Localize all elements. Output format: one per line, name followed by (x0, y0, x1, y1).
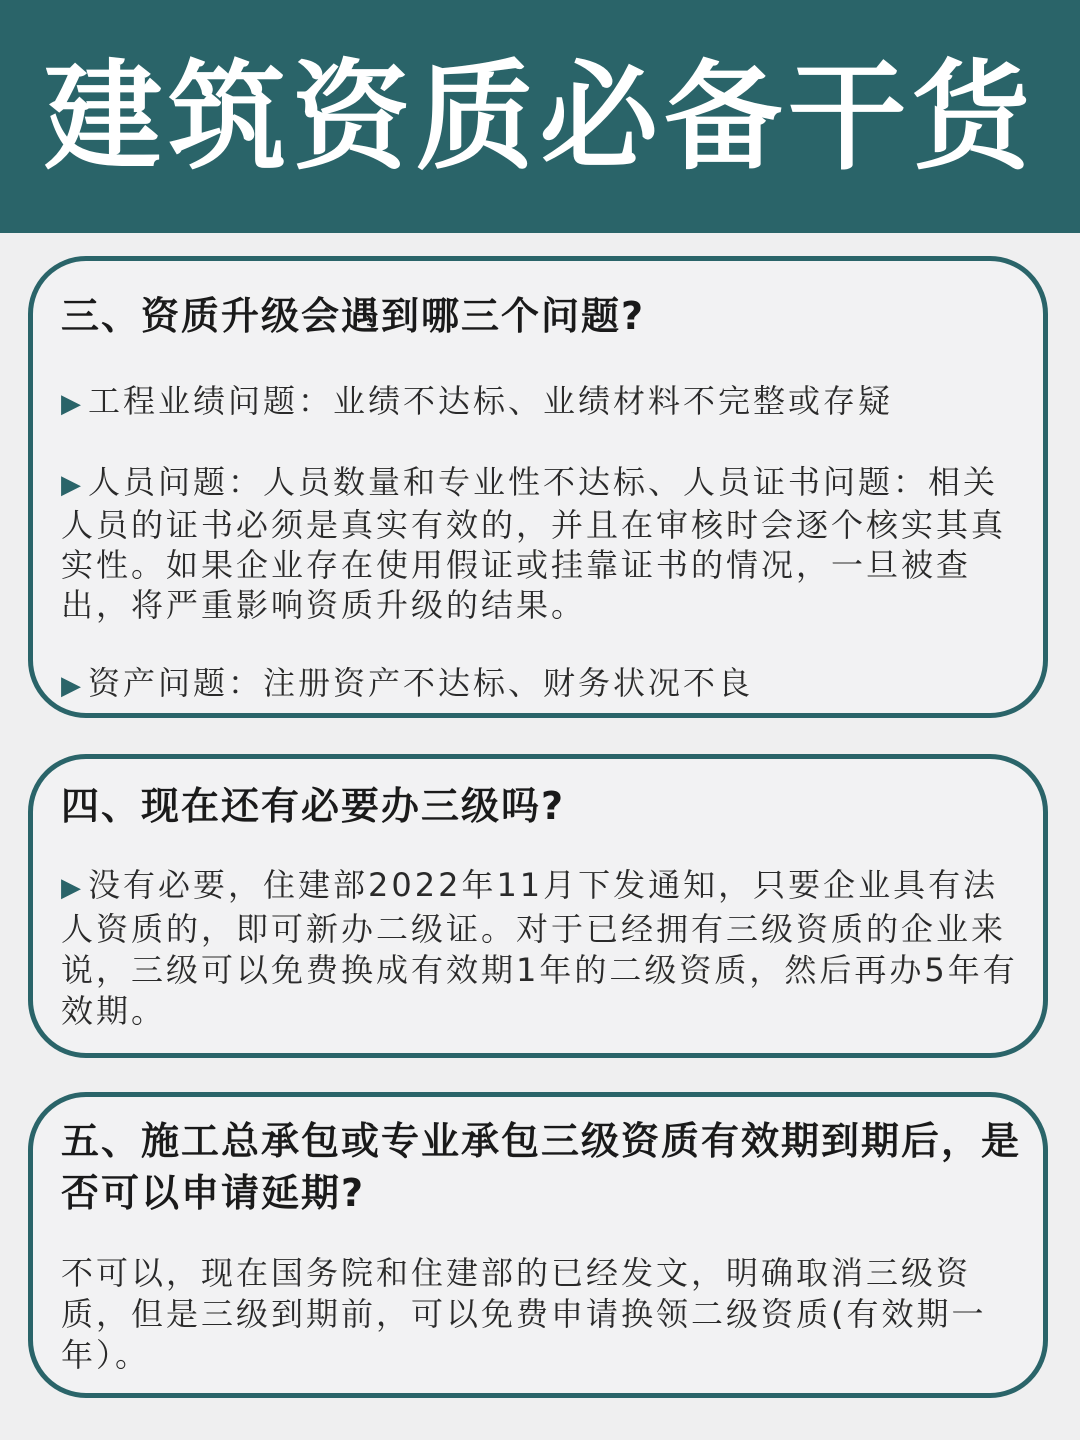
paragraph-text: 不可以，现在国务院和住建部的已经发文，明确取消三级资质，但是三级到期前，可以免费申请换领二级资质(有效期一年）。 (61, 1254, 987, 1374)
section-title: 五、施工总承包或专业承包三级资质有效期到期后，是否可以申请延期? (61, 1119, 1022, 1215)
section-paragraph (61, 1253, 1021, 1376)
section-paragraph (61, 462, 1021, 625)
section-paragraph (61, 663, 1021, 706)
section-paragraph (61, 381, 1021, 424)
section-card-upgrade-problems (28, 256, 1048, 718)
triangle-right-icon: ▶ (61, 671, 84, 701)
paragraph-text: 人员问题：人员数量和专业性不达标、人员证书问题：相关人员的证书必须是真实有效的，并且在审核时会逐个核实其真实性。如果企业存在使用假证或挂靠证书的情况，一旦被查出，将严重影响资质升级的结果。 (61, 463, 1007, 624)
paragraph-text: 工程业绩问题：业绩不达标、业绩材料不完整或存疑 (88, 382, 894, 420)
section-paragraph (61, 865, 1021, 1032)
paragraph-text: 资产问题：注册资产不达标、财务状况不良 (88, 664, 754, 702)
header-banner (0, 0, 1080, 233)
triangle-right-icon: ▶ (61, 470, 84, 500)
page-title: 建筑资质必备干货 (43, 46, 1036, 186)
triangle-right-icon: ▶ (61, 873, 84, 903)
paragraph-text: 没有必要，住建部2022年11月下发通知，只要企业具有法人资质的，即可新办二级证。对于已经拥有三级资质的企业来说，三级可以免费换成有效期1年的二级资质，然后再办5年有效期。 (61, 866, 1018, 1030)
section-title: 三、资质升级会遇到哪三个问题? (61, 294, 646, 338)
section-card-third-level (28, 754, 1048, 1058)
triangle-right-icon: ▶ (61, 389, 84, 419)
section-title: 四、现在还有必要办三级吗? (61, 784, 566, 828)
section-card-extension (28, 1092, 1048, 1398)
